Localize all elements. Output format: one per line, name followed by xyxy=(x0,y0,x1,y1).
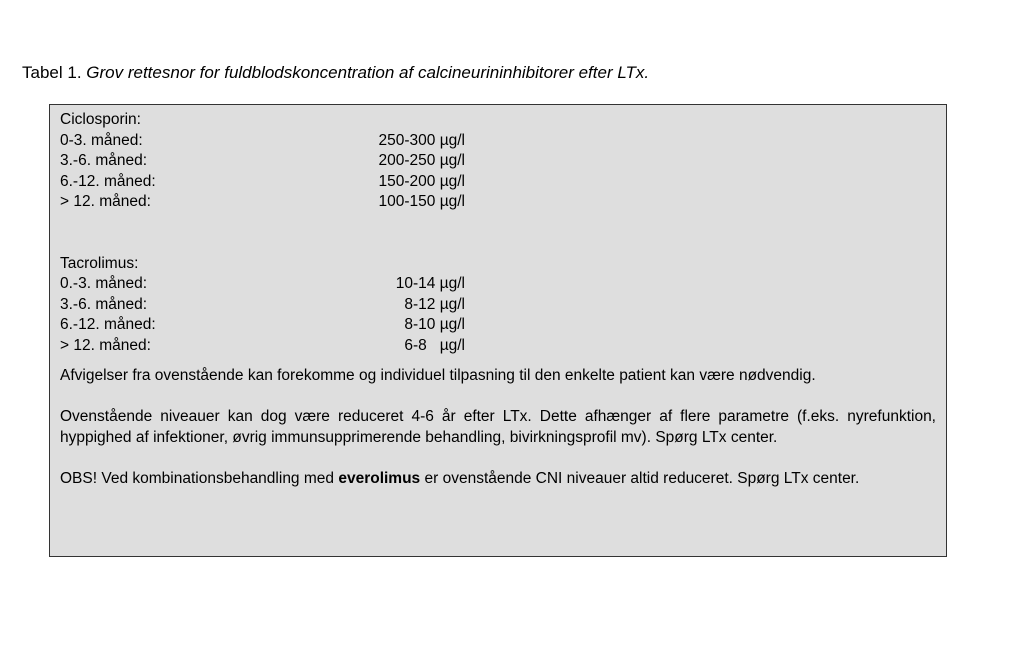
ciclosporin-row xyxy=(60,172,936,193)
tacrolimus-row xyxy=(60,274,936,295)
caption-label: Tabel 1. xyxy=(22,63,82,82)
deviation-note: Afvigelser fra ovenstående kan forekomme og individuel tilpasning til den enkelte patient kan være nødvendig. xyxy=(60,367,816,384)
concentration-value: 8-10 µg/l xyxy=(404,316,465,333)
ciclosporin-row xyxy=(60,151,936,172)
tacrolimus-heading-text: Tacrolimus: xyxy=(60,254,139,272)
obs-suffix: er ovenstående CNI niveauer altid reduceret. Spørg LTx center. xyxy=(420,469,860,487)
tacrolimus-heading xyxy=(60,254,936,275)
period-label: 3.-6. måned: xyxy=(60,295,148,313)
obs-note xyxy=(60,469,936,490)
ciclosporin-heading xyxy=(60,110,936,131)
period-label: > 12. måned: xyxy=(60,336,151,354)
concentration-value: 150-200 µg/l xyxy=(378,172,465,190)
tacrolimus-row xyxy=(60,315,936,336)
table-caption xyxy=(22,62,649,84)
concentration-value: 200-250 µg/l xyxy=(378,152,465,169)
ciclosporin-heading-text: Ciclosporin: xyxy=(60,111,141,128)
concentration-value: 100-150 µg/l xyxy=(378,193,465,210)
tacrolimus-row xyxy=(60,336,936,357)
period-label: 0-3. måned: xyxy=(60,131,143,149)
dosing-guideline-box xyxy=(49,104,947,557)
obs-prefix: OBS! Ved kombinationsbehandling med xyxy=(60,469,339,487)
caption-title: Grov rettesnor for fuldblodskoncentration af calcineurininhibitorer efter LTx. xyxy=(86,63,650,82)
period-label: > 12. måned: xyxy=(60,193,151,210)
spacer xyxy=(60,213,936,254)
concentration-value: 6-8 µg/l xyxy=(404,336,465,354)
ciclosporin-row xyxy=(60,192,936,213)
reduced-levels-note: Ovenstående niveauer kan dog være reduceret 4-6 år efter LTx. Dette afhænger af flere parametre (f.eks. nyrefunktion, hyppighed af infektioner, øvrig immunsupprimerende behandling, bivirkningsprofil mv). Spørg LTx center. xyxy=(60,408,936,446)
everolimus-emphasis: everolimus xyxy=(338,469,421,487)
concentration-value: 250-300 µg/l xyxy=(378,131,465,149)
concentration-value: 8-12 µg/l xyxy=(404,295,465,313)
period-label: 3.-6. måned: xyxy=(60,152,148,169)
period-label: 0.-3. måned: xyxy=(60,275,148,292)
concentration-value: 10-14 µg/l xyxy=(395,275,465,292)
period-label: 6.-12. måned: xyxy=(60,172,156,190)
ciclosporin-row xyxy=(60,131,936,152)
period-label: 6.-12. måned: xyxy=(60,316,156,333)
tacrolimus-row xyxy=(60,295,936,316)
